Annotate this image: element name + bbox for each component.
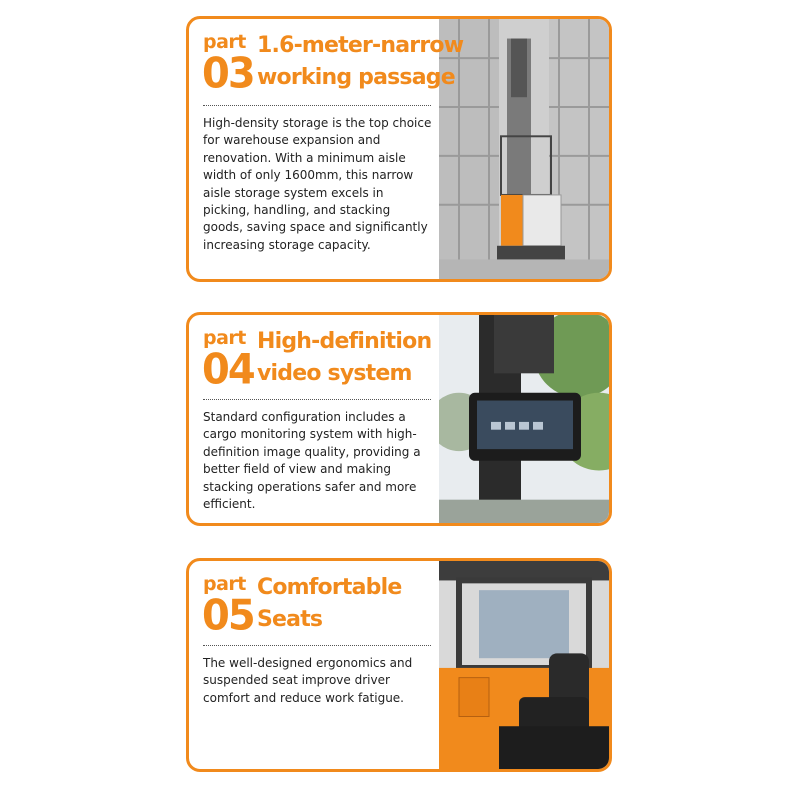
card-description: Standard configuration includes a cargo monitoring system with high-definition image quality, providing a better field of view and making stacking operations safer and more efficient. bbox=[203, 410, 421, 512]
feature-card-05 bbox=[186, 558, 612, 772]
dotted-divider bbox=[203, 399, 431, 400]
part-number: 03 bbox=[202, 49, 254, 99]
part-label: part bbox=[203, 31, 246, 53]
card-description: High-density storage is the top choice for warehouse expansion and renovation. With a minimum aisle width of only 1600mm, this narrow aisle storage system excels in picking, handling, and stacking goods, saving space and significantly increasing storage capacity. bbox=[203, 116, 432, 252]
part-label: part bbox=[203, 573, 246, 595]
card-description: The well-designed ergonomics and suspended seat improve driver comfort and reduce work fatigue. bbox=[203, 656, 413, 705]
part-label: part bbox=[203, 327, 246, 349]
card-text-area bbox=[189, 315, 441, 523]
card-title-line2: working passage bbox=[257, 65, 455, 90]
part-number: 05 bbox=[202, 591, 254, 641]
card-title-line1: High-definition bbox=[257, 329, 432, 354]
card-title-line2: video system bbox=[257, 361, 412, 386]
operator-seat-photo bbox=[439, 561, 609, 769]
card-title-line1: 1.6-meter-narrow bbox=[257, 33, 464, 58]
card-text-area bbox=[189, 19, 464, 279]
forklift-in-warehouse-aisle-photo bbox=[439, 19, 609, 279]
feature-card-04 bbox=[186, 312, 612, 526]
feature-card-03 bbox=[186, 16, 612, 282]
dotted-divider bbox=[203, 105, 431, 106]
card-text-area bbox=[189, 561, 441, 769]
card-title-line2: Seats bbox=[257, 607, 323, 632]
part-number: 04 bbox=[202, 345, 254, 395]
dotted-divider bbox=[203, 645, 431, 646]
card-title-line1: Comfortable bbox=[257, 575, 402, 600]
camera-and-monitor-photo bbox=[439, 315, 609, 523]
